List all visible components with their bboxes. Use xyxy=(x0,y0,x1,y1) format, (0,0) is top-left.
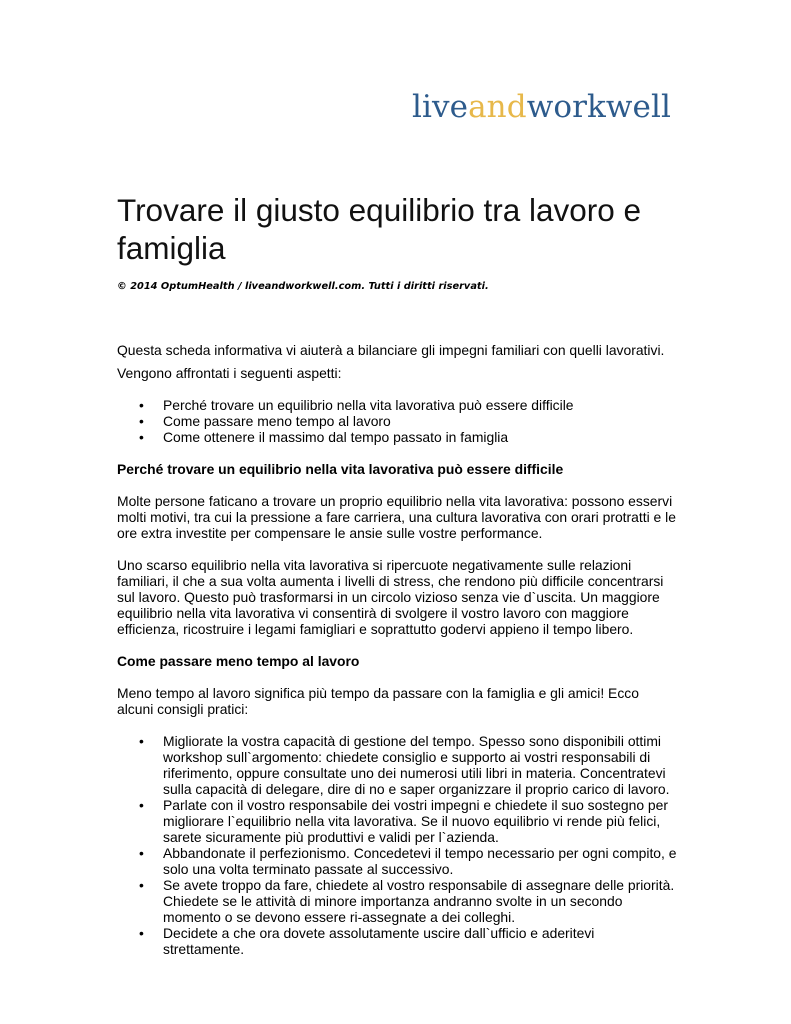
logo-part-workwell: workwell xyxy=(526,89,671,125)
logo-part-live: live xyxy=(412,89,469,125)
list-item: • Come passare meno tempo al lavoro xyxy=(117,413,677,429)
document-body xyxy=(117,342,677,957)
tips-list xyxy=(117,733,677,957)
list-item: • Parlate con il vostro responsabile dei vostri impegni e chiedete il suo sostegno per migliorare l`equilibrio nella vita lavorativa. Se il nuovo equilibrio vi rende più felici, sarete sicuramente più produttivi e validi per l`azienda. xyxy=(117,797,677,845)
list-item: • Come ottenere il massimo dal tempo passato in famiglia xyxy=(117,429,677,445)
logo-part-and: and xyxy=(468,89,527,125)
topics-list xyxy=(117,397,677,445)
list-item: • Migliorate la vostra capacità di gestione del tempo. Spesso sono disponibili ottimi workshop sull`argomento: chiedete consiglio e supporto ai vostri responsabili di riferimento, oppure consultate uno dei numerosi utili libri in materia. Concentratevi sulla capacità di delegare, dire di no e saper organizzare il proprio carico di lavoro. xyxy=(117,733,677,797)
list-item: • Decidete a che ora dovete assolutamente uscire dall`ufficio e aderitevi strettamente. xyxy=(117,925,677,957)
brand-logo xyxy=(412,89,671,125)
section-heading: Come passare meno tempo al lavoro xyxy=(117,653,360,669)
intro-paragraph: Questa scheda informativa vi aiuterà a bilanciare gli impegni familiari con quelli lavorativi. xyxy=(117,342,665,358)
list-item: • Perché trovare un equilibrio nella vita lavorativa può essere difficile xyxy=(117,397,677,413)
section-paragraph: Molte persone faticano a trovare un proprio equilibrio nella vita lavorativa: possono esservi molti motivi, tra cui la pressione a fare carriera, una cultura lavorativa con orari protratti e le ore extra investite per compensare le ansie sulle vostre performance. xyxy=(117,493,676,541)
list-item: • Se avete troppo da fare, chiedete al vostro responsabile di assegnare delle priorità. Chiedete se le attività di minore importanza andranno svolte in un secondo momento o se devono essere ri-assegnate a dei colleghi. xyxy=(117,877,677,925)
section-heading: Perché trovare un equilibrio nella vita lavorativa può essere difficile xyxy=(117,461,564,477)
copyright-notice: © 2014 OptumHealth / liveandworkwell.com. Tutti i diritti riservati. xyxy=(117,281,489,292)
intro-lead-in: Vengono affrontati i seguenti aspetti: xyxy=(117,365,342,381)
page-title: Trovare il giusto equilibrio tra lavoro e famiglia xyxy=(117,192,642,266)
section-paragraph: Uno scarso equilibrio nella vita lavorativa si ripercuote negativamente sulle relazioni familiari, il che a sua volta aumenta i livelli di stress, che rendono più difficile concentrarsi sul lavoro. Questo può trasformarsi in un circolo vizioso senza vie d`uscita. Un maggiore equilibrio nella vita lavorativa vi consentirà di svolgere il vostro lavoro con maggiore efficienza, ricostruire i legami famigliari e soprattutto godervi appieno il tempo libero. xyxy=(117,557,664,637)
section-paragraph: Meno tempo al lavoro significa più tempo da passare con la famiglia e gli amici! Ecco alcuni consigli pratici: xyxy=(117,685,639,717)
list-item: • Abbandonate il perfezionismo. Concedetevi il tempo necessario per ogni compito, e solo una volta terminato passate al successivo. xyxy=(117,845,677,877)
